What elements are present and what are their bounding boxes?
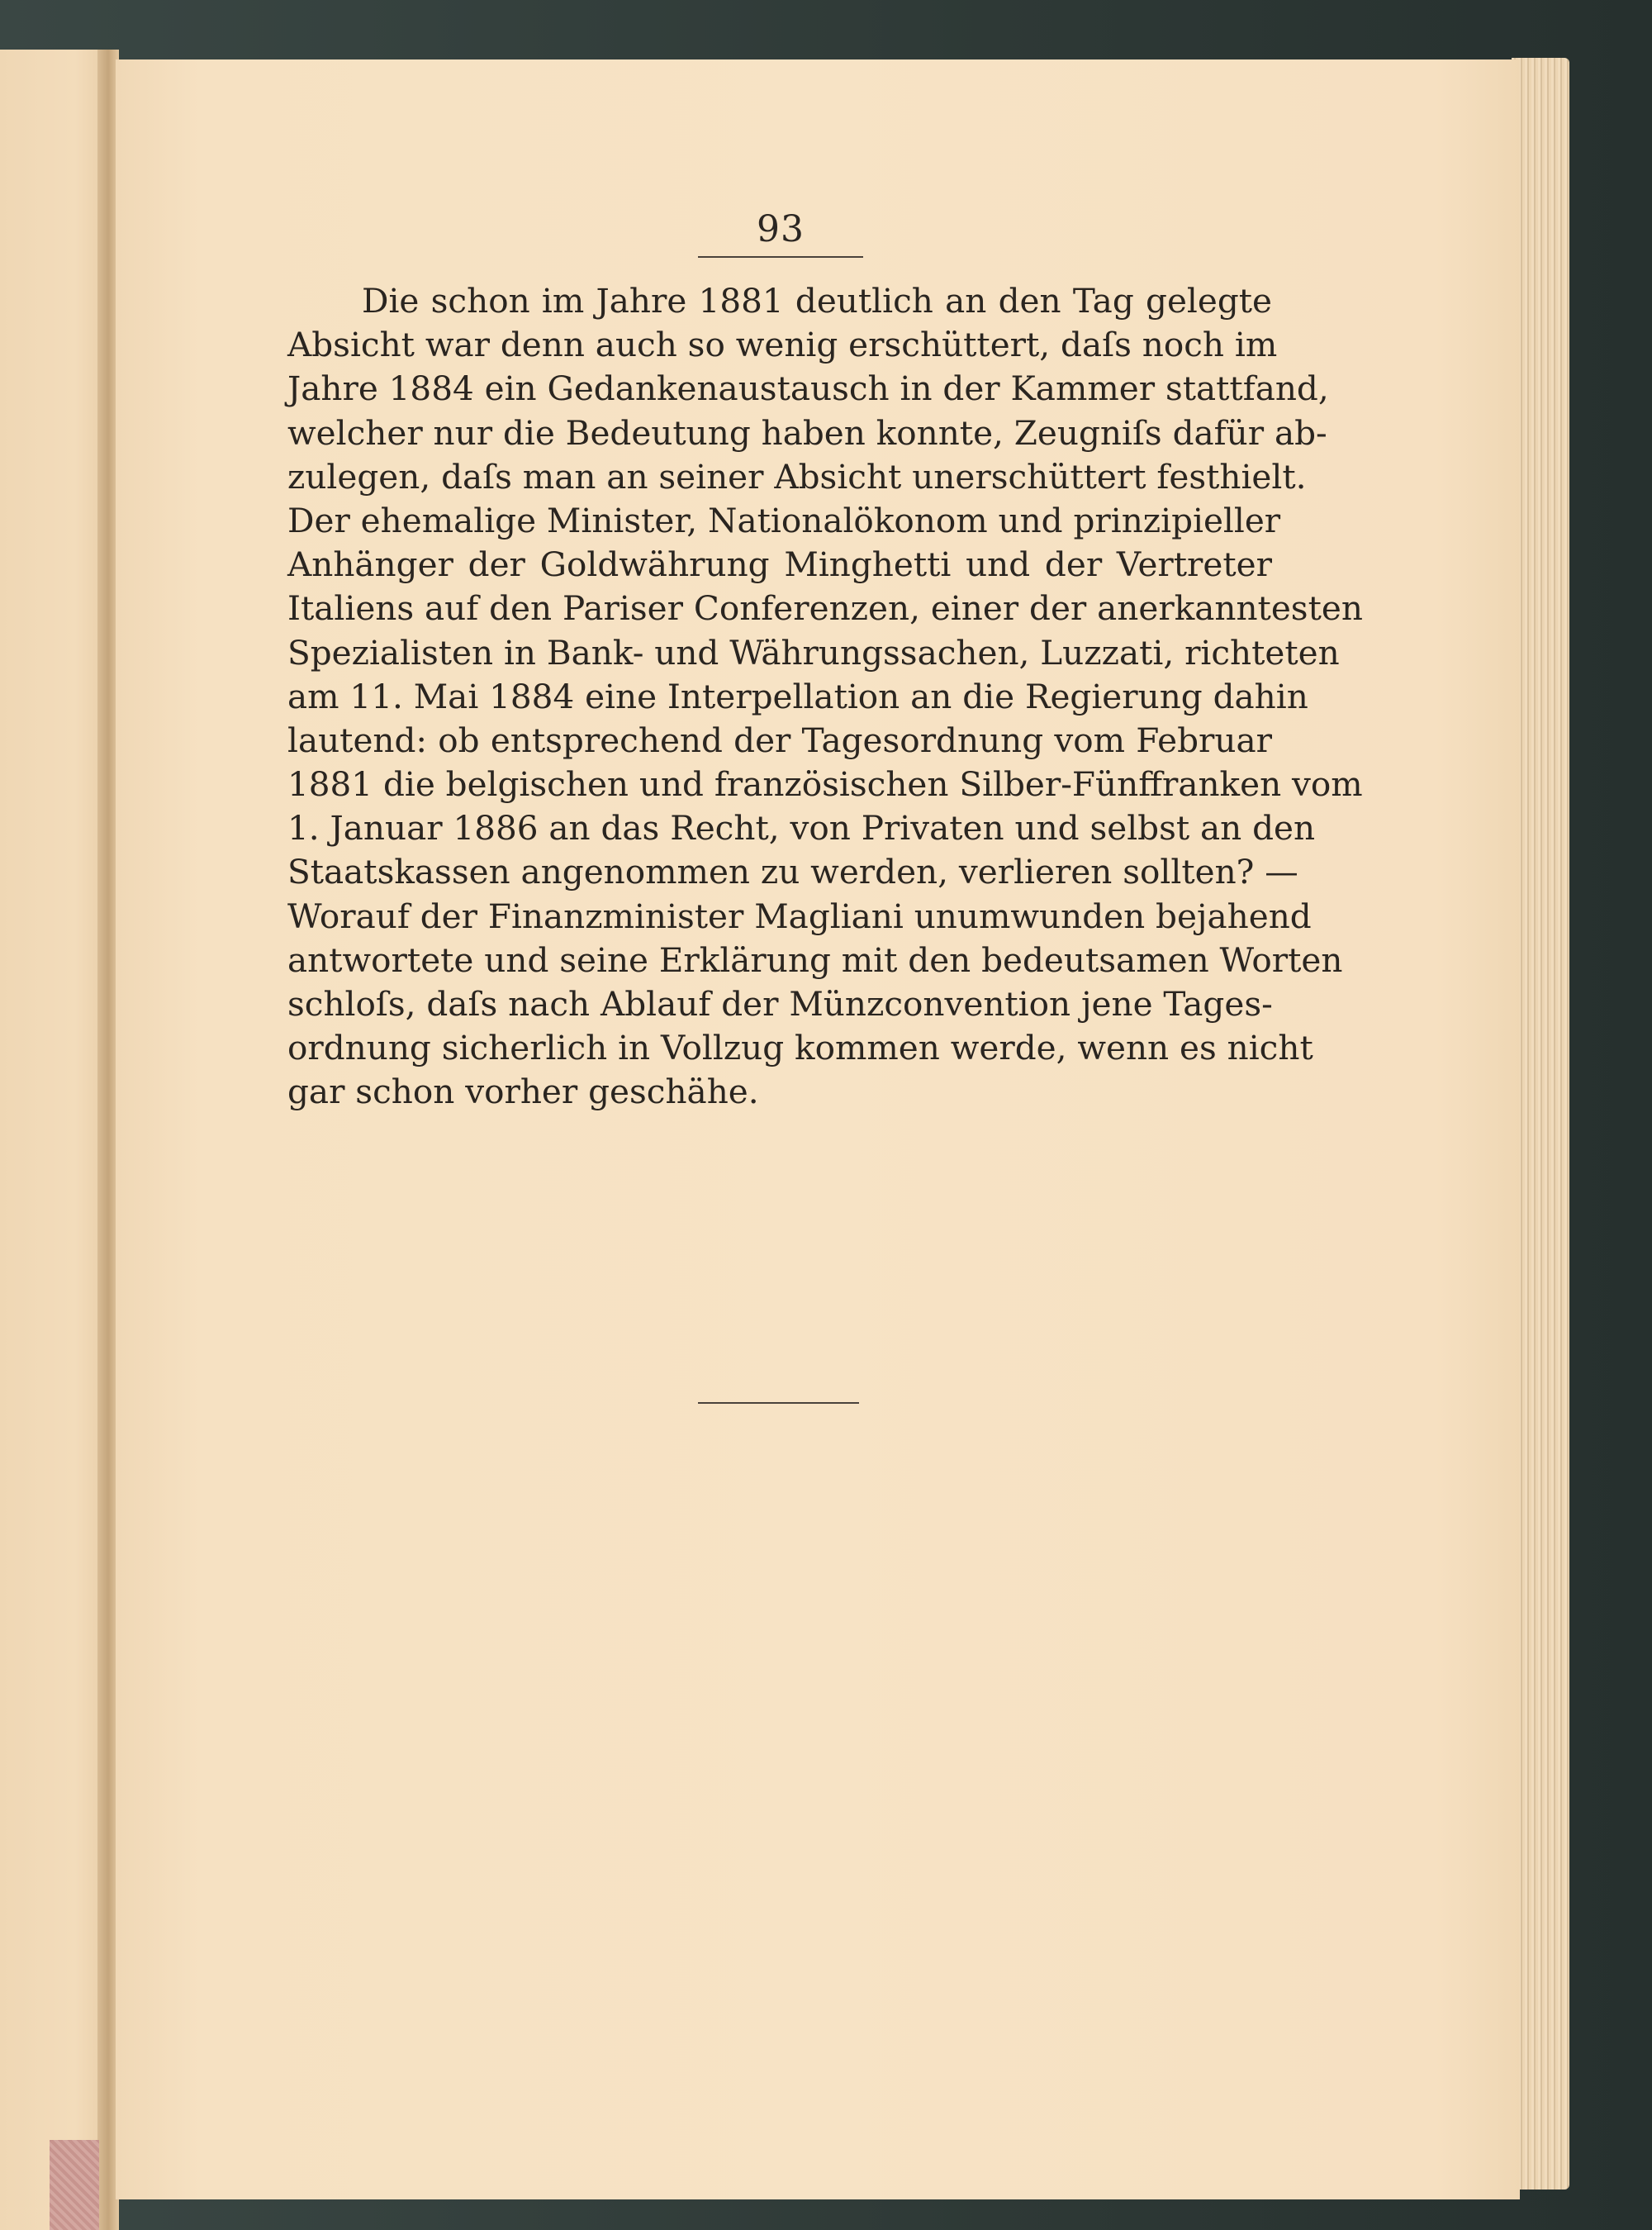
text-line: schloſs, daſs nach Ablauf der Münzconvention jene Tages-	[287, 984, 1273, 1024]
header-rule	[698, 256, 863, 258]
page-stack-edge	[1512, 58, 1569, 2190]
text-line: Der ehemalige Minister, Nationalökonom und prinzipieller	[287, 500, 1281, 540]
text-line: am 11. Mai 1884 eine Interpellation an die Regierung dahin	[287, 676, 1308, 716]
text-line: Worauf der Finanzminister Magliani unumwunden bejahend	[287, 896, 1312, 936]
text-line: Staatskassen angenommen zu werden, verlieren sollten? —	[287, 852, 1298, 892]
left-page-edge	[0, 50, 107, 2230]
text-line: lautend: ob entsprechend der Tagesordnung vom Februar	[287, 720, 1272, 760]
page-header	[698, 207, 863, 253]
text-line: antwortete und seine Erklärung mit den bedeutsamen Worten	[287, 939, 1343, 980]
section-end-rule	[698, 1402, 859, 1404]
text-line: 1881 die belgischen und französischen Silber-Fünffranken vom	[287, 764, 1363, 805]
text-line: Italiens auf den Pariser Conferenzen, einer der anerkanntesten	[287, 588, 1363, 629]
page-number: 93	[757, 208, 805, 250]
body-paragraph	[287, 279, 1363, 1115]
text-line: 1. Januar 1886 an das Recht, von Privaten und selbst an den	[287, 808, 1316, 849]
text-line: Spezialisten in Bank- und Währungssachen, Luzzati, richteten	[287, 632, 1340, 673]
text-line: Die schon im Jahre 1881 deutlich an den Tag gelegte	[362, 281, 1272, 321]
text-line: ordnung sicherlich in Vollzug kommen werde, wenn es nicht	[287, 1028, 1313, 1068]
text-line: Anhänger der Goldwährung Minghetti und der Vertreter	[287, 544, 1272, 585]
text-line: Jahre 1884 ein Gedankenaustausch in der Kammer stattfand,	[287, 368, 1329, 409]
text-line: welcher nur die Bedeutung haben konnte, Zeugniſs dafür ab-	[287, 412, 1327, 453]
bookmark-ribbon	[50, 2140, 99, 2230]
text-line: zulegen, daſs man an seiner Absicht unerschüttert festhielt.	[287, 456, 1307, 497]
text-line: gar schon vorher geschähe.	[287, 1072, 759, 1112]
text-line: Absicht war denn auch so wenig erschüttert, daſs noch im	[287, 325, 1278, 365]
